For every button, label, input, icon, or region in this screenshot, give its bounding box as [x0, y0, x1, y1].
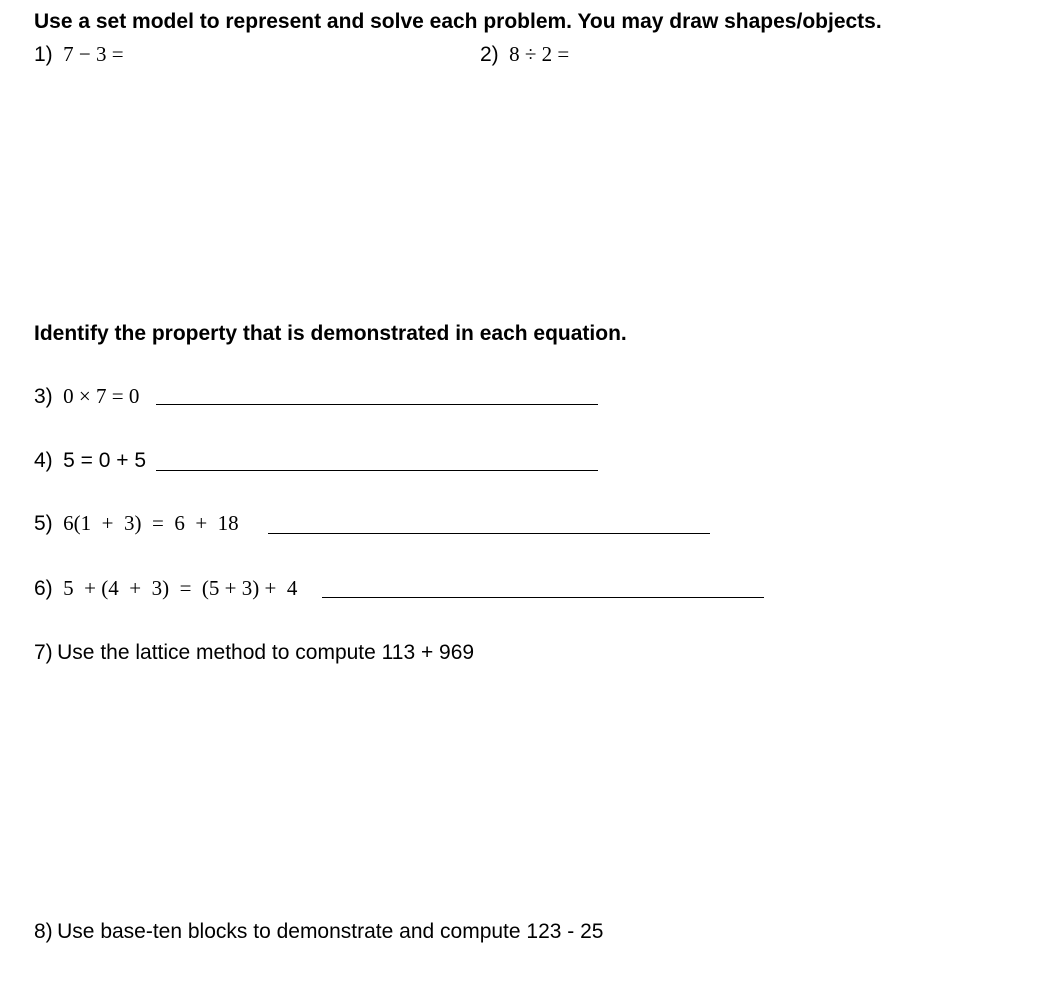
problem-8-text: Use base-ten blocks to demonstrate and compute 123 - 25 [57, 920, 604, 943]
problem-4-expression: 5 = 0 + 5 [63, 449, 147, 472]
property-instructions: Identify the property that is demonstrated in each equation. [34, 322, 627, 345]
problem-1-number: 1) [34, 43, 53, 66]
problem-5-answer-line[interactable] [268, 533, 710, 534]
problem-3-answer-line[interactable] [156, 404, 598, 405]
problem-4-answer-line[interactable] [156, 470, 598, 471]
problem-8 [34, 920, 603, 944]
problem-5-number: 5) [34, 512, 53, 535]
problem-2-number: 2) [480, 43, 499, 66]
problem-7-number: 7) [34, 641, 53, 664]
problem-6-expression: 5 + (4 + 3) = (5 + 3) + 4 [63, 576, 298, 600]
problem-3 [34, 384, 139, 409]
problem-1 [34, 42, 124, 67]
problem-2 [480, 42, 569, 67]
problem-4 [34, 449, 146, 473]
problem-1-expression: 7 − 3 = [63, 42, 124, 66]
problem-2-expression: 8 ÷ 2 = [509, 42, 570, 66]
problem-6-number: 6) [34, 577, 53, 600]
problem-5 [34, 511, 239, 536]
problem-8-number: 8) [34, 920, 53, 943]
problem-3-expression: 0 × 7 = 0 [63, 384, 140, 408]
problem-7-text: Use the lattice method to compute 113 + 969 [57, 641, 475, 664]
problem-6 [34, 576, 297, 601]
problem-6-answer-line[interactable] [322, 597, 764, 598]
problem-7 [34, 641, 474, 665]
problem-4-number: 4) [34, 449, 53, 472]
set-model-instructions: Use a set model to represent and solve each problem. You may draw shapes/objects. [34, 10, 882, 33]
problem-3-number: 3) [34, 385, 53, 408]
problem-5-expression: 6(1 + 3) = 6 + 18 [63, 511, 239, 535]
